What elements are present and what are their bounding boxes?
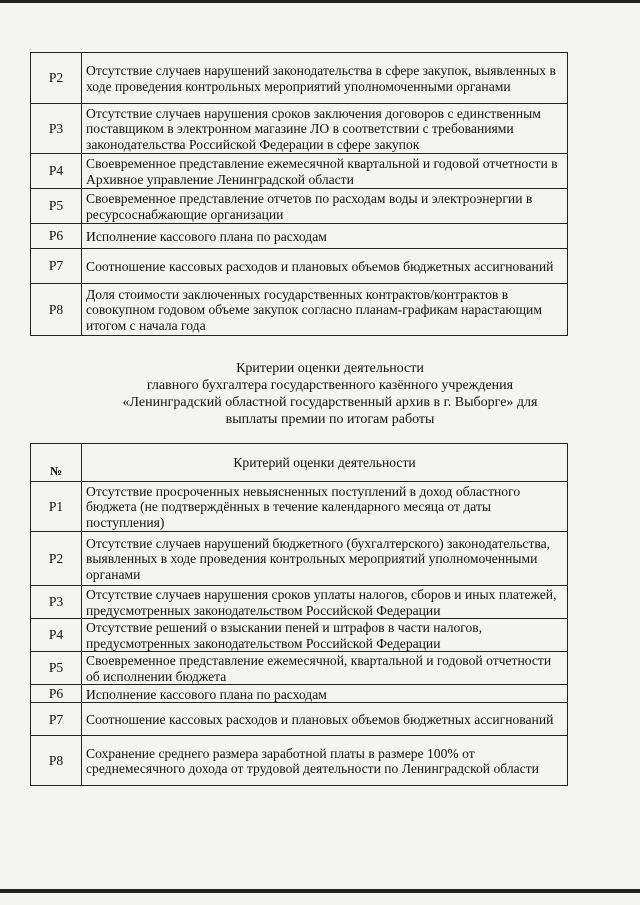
table-row: [31, 685, 568, 703]
criterion-text: Отсутствие решений о взыскании пеней и штрафов в части налогов, предусмотренных законодательством Российской Федерации: [82, 619, 568, 652]
table-row: [31, 284, 568, 336]
table-row: [31, 652, 568, 685]
table-row: [31, 703, 568, 736]
table-row: [31, 154, 568, 189]
criterion-code: Р1: [31, 482, 82, 532]
criterion-code: Р4: [31, 619, 82, 652]
criterion-text: Своевременное представление ежемесячной, квартальной и годовой отчетности об исполнении бюджета: [82, 652, 568, 685]
criterion-text: Своевременное представление ежемесячной квартальной и годовой отчетности в Архивное управление Ленинградской области: [82, 154, 568, 189]
criterion-text: Доля стоимости заключенных государственных контрактов/контрактов в совокупном годовом объеме закупок согласно планам-графикам нарастающим итогом с начала года: [82, 284, 568, 336]
criteria-table-continued: [30, 52, 568, 336]
criterion-code: Р2: [31, 532, 82, 586]
criterion-text: Отсутствие случаев нарушений бюджетного (бухгалтерского) законодательства, выявленных в ходе проведения контрольных мероприятий уполномоченными органами: [82, 532, 568, 586]
criterion-code: Р8: [31, 284, 82, 336]
criterion-text: Соотношение кассовых расходов и плановых объемов бюджетных ассигнований: [82, 703, 568, 736]
criterion-code: Р4: [31, 154, 82, 189]
heading-line-4: выплаты премии по итогам работы: [225, 412, 435, 427]
table-header-row: [31, 444, 568, 482]
table-row: [31, 586, 568, 619]
heading-line-3: «Ленинградский областной государственный архив в г. Выборге» для: [122, 395, 538, 410]
criterion-text: Отсутствие просроченных невыясненных поступлений в доход областного бюджета (не подтверждённых в течение календарного месяца от даты поступления): [82, 482, 568, 532]
criterion-code: Р8: [31, 736, 82, 786]
criterion-code: Р5: [31, 189, 82, 224]
criteria-table: [30, 443, 568, 786]
criterion-code: Р2: [31, 53, 82, 104]
criterion-code: Р7: [31, 703, 82, 736]
criterion-code: Р6: [31, 685, 82, 703]
heading-line-2: главного бухгалтера государственного казённого учреждения: [146, 378, 514, 393]
header-criterion: Критерий оценки деятельности: [82, 444, 568, 482]
table-row: [31, 532, 568, 586]
criterion-text: Исполнение кассового плана по расходам: [82, 224, 568, 249]
table-row: [31, 189, 568, 224]
criterion-text: Своевременное представление отчетов по расходам воды и электроэнергии в ресурсоснабжающие организации: [82, 189, 568, 224]
header-number: №: [31, 444, 82, 482]
criterion-code: Р5: [31, 652, 82, 685]
criterion-text: Сохранение среднего размера заработной платы в размере 100% от среднемесячного дохода от трудовой деятельности по Ленинградской области: [82, 736, 568, 786]
page-edge-bottom: [0, 889, 640, 893]
table-row: [31, 224, 568, 249]
criterion-code: Р7: [31, 249, 82, 284]
table-row: [31, 53, 568, 104]
criterion-code: Р6: [31, 224, 82, 249]
criterion-code: Р3: [31, 104, 82, 154]
criterion-code: Р3: [31, 586, 82, 619]
table-row: [31, 104, 568, 154]
section-heading: [30, 360, 630, 428]
table-row: [31, 482, 568, 532]
criterion-text: Отсутствие случаев нарушения сроков уплаты налогов, сборов и иных платежей, предусмотренных законодательством Российской Федерации: [82, 586, 568, 619]
table-row: [31, 619, 568, 652]
criterion-text: Соотношение кассовых расходов и плановых объемов бюджетных ассигнований: [82, 249, 568, 284]
page-edge-top: [0, 0, 640, 3]
heading-line-1: Критерии оценки деятельности: [236, 361, 424, 376]
table-row: [31, 736, 568, 786]
criterion-text: Исполнение кассового плана по расходам: [82, 685, 568, 703]
table-row: [31, 249, 568, 284]
criterion-text: Отсутствие случаев нарушений законодательства в сфере закупок, выявленных в ходе проведения контрольных мероприятий уполномоченными органами: [82, 53, 568, 104]
criterion-text: Отсутствие случаев нарушения сроков заключения договоров с единственным поставщиком в электронном магазине ЛО в соответствии с требованиями законодательства Российской Федерации в сфере закупок: [82, 104, 568, 154]
